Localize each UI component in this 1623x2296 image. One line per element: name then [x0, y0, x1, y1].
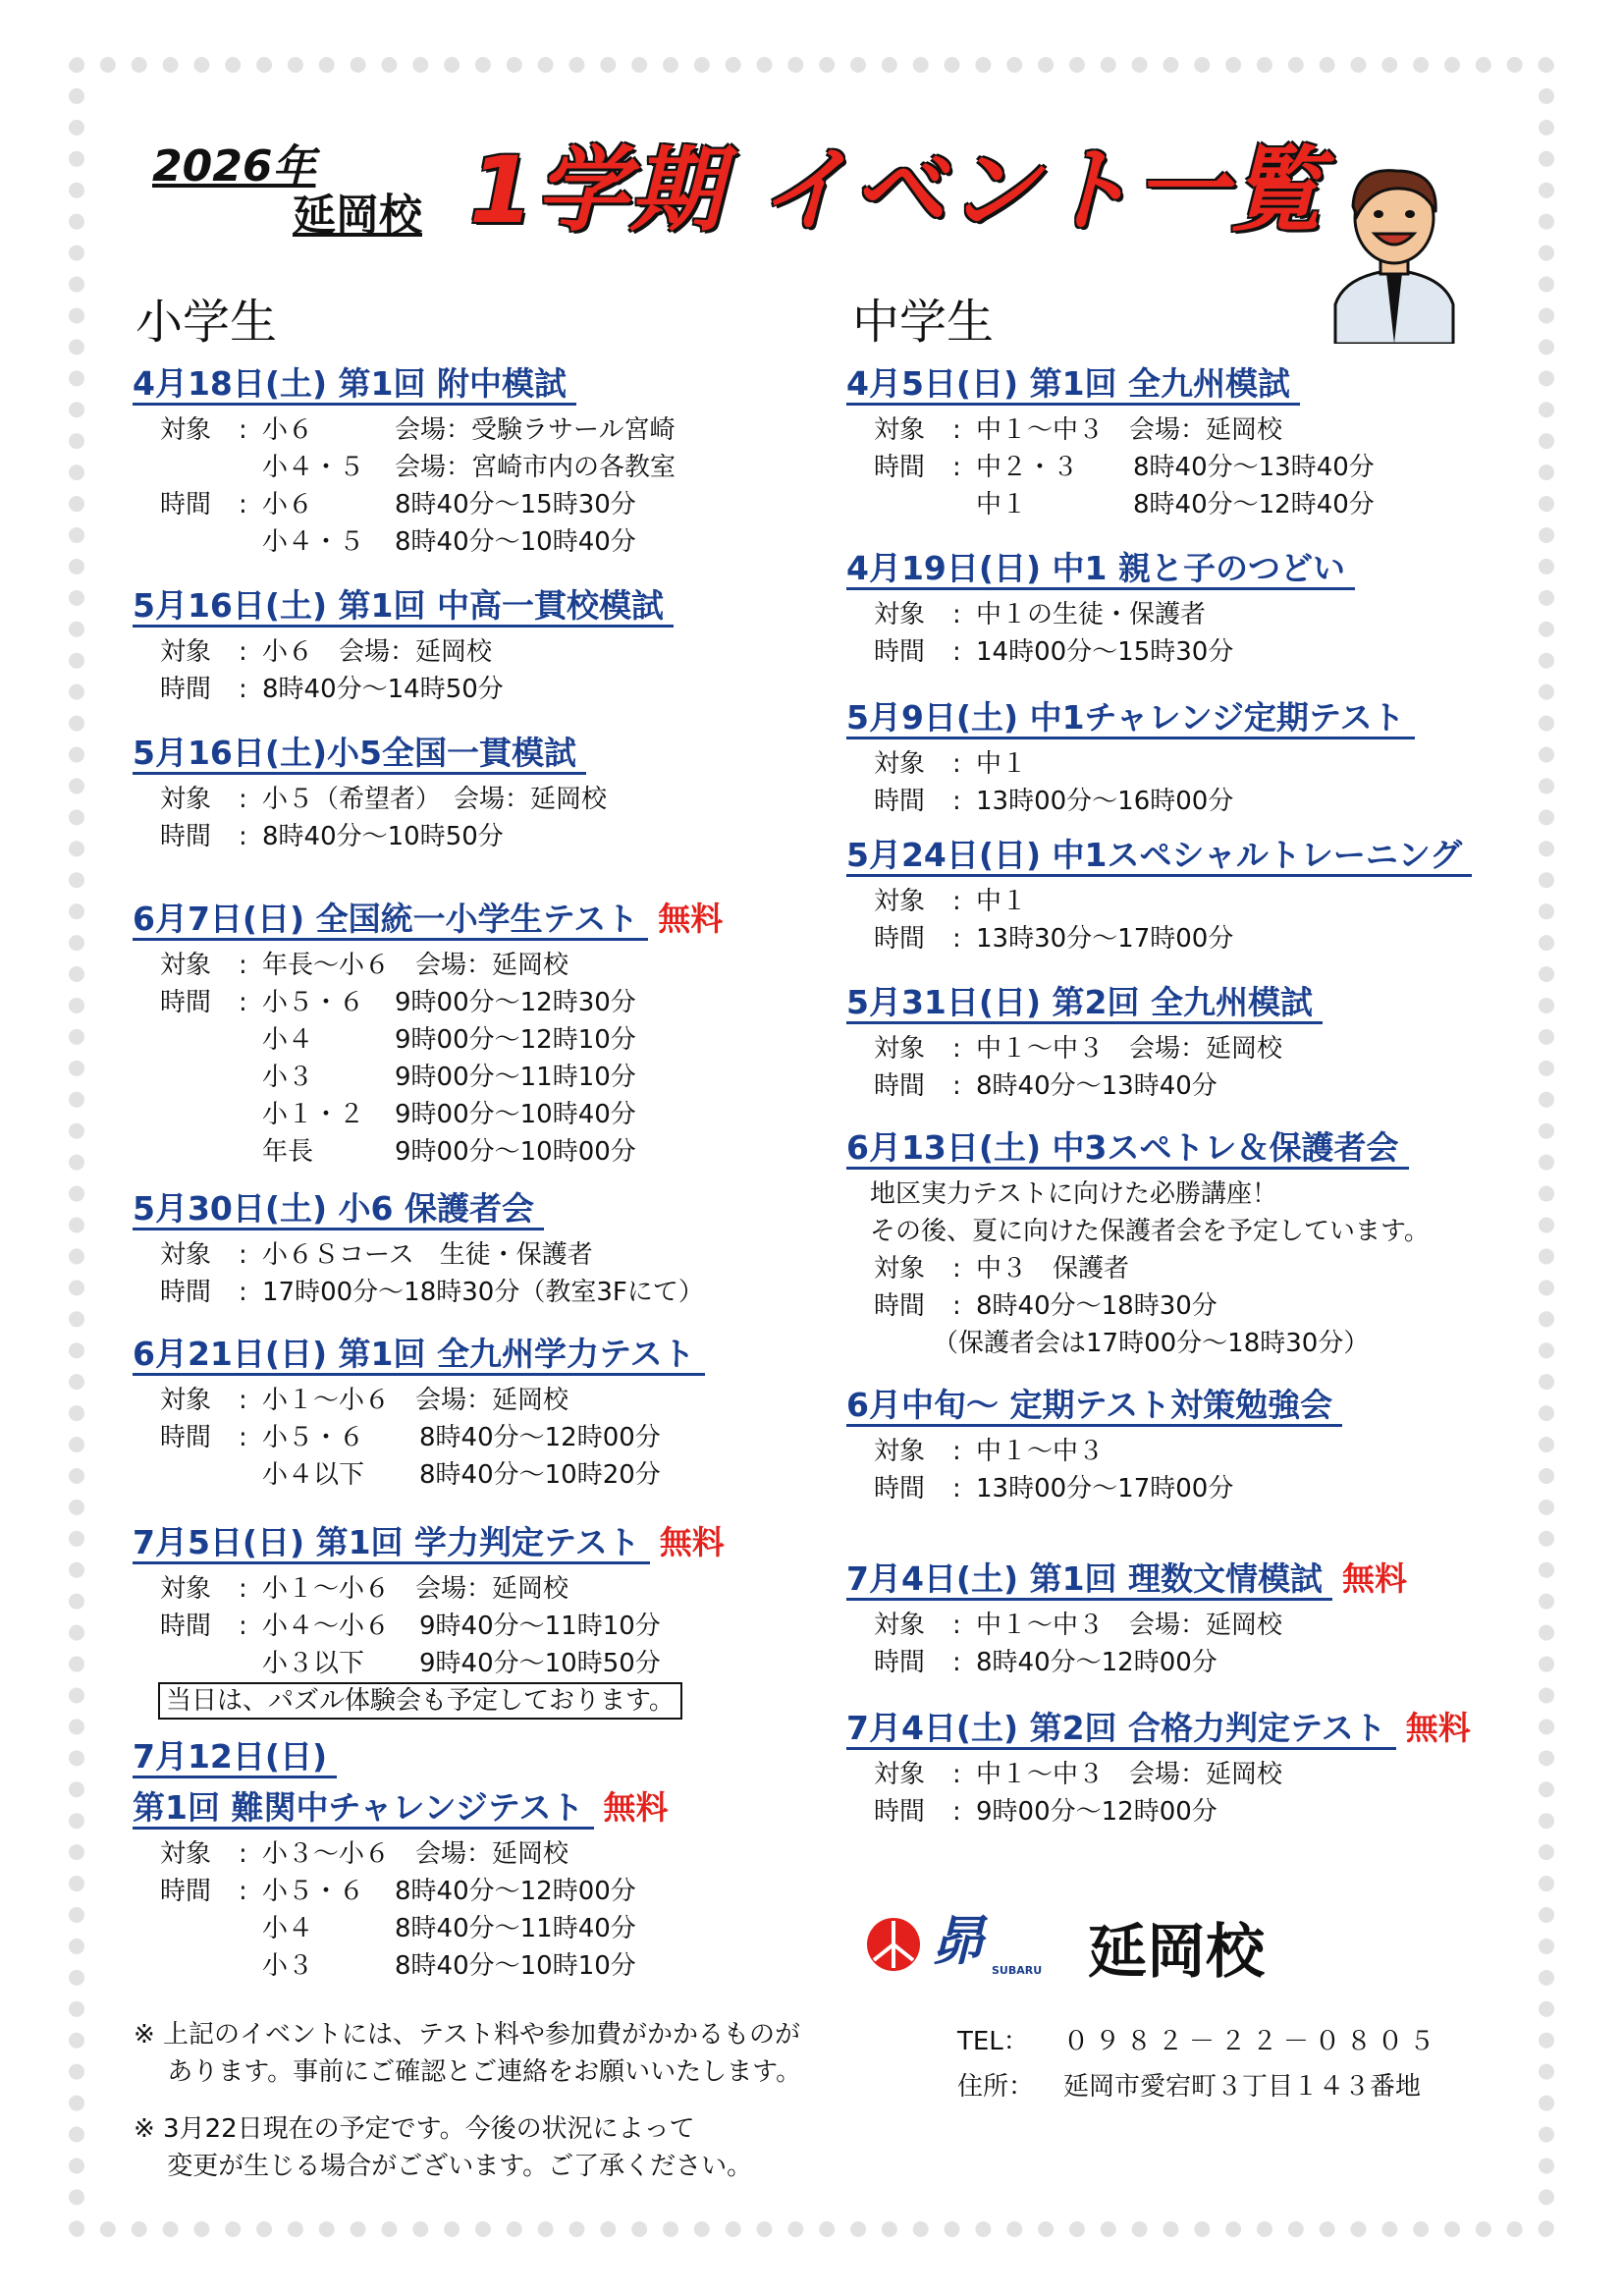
elem-event-5: 5月30日(土) 小6 保護者会 対象 : 小６Ｓコース 生徒・保護者 時間 : 17時00分～18時30分（教室3Fにて） [133, 1189, 704, 1307]
free-badge: 無料 [659, 1523, 725, 1561]
event-title: 6月中旬～ 定期テスト対策勉強会 [846, 1387, 1342, 1427]
elem-event-8: 7月12日(日) 第1回 難関中チャレンジテスト 無料 対象 : 小３～小６ 会場：延岡校 時間 : 小５・６ 8時40分～12時00分 小４ 8時40分～11時40分 小３ 8時40分～10時10分 [133, 1737, 669, 1981]
header-school: 延岡校 [293, 191, 422, 241]
puzzle-note-box: 当日は、パズル体験会も予定しております。 [158, 1682, 682, 1720]
event-title: 4月5日(日) 第1回 全九州模試 [846, 365, 1300, 406]
junior-event-1: 4月5日(日) 第1回 全九州模試 対象 : 中１～中３ 会場：延岡校 時間 : 中２・３ 8時40分～13時40分 中１ 8時40分～12時40分 [846, 364, 1375, 519]
event-title: 4月18日(土) 第1回 附中模試 [133, 365, 576, 406]
elem-event-6: 6月21日(日) 第1回 全九州学力テスト 対象 : 小１～小６ 会場：延岡校 時間 : 小５・６ 8時40分～12時00分 小４以下 8時40分～10時20分 [133, 1336, 705, 1494]
page-title: 1学期 イベント一覧 [469, 137, 1325, 245]
free-badge: 無料 [603, 1787, 669, 1827]
teacher-illustration-icon [1316, 157, 1473, 344]
elementary-heading: 小学生 [135, 295, 278, 350]
elem-event-7: 7月5日(日) 第1回 学力判定テスト 無料 対象 : 小１～小６ 会場：延岡校 時間 : 小４～小６ 9時40分～11時10分 小３以下 9時40分～10時50分 当日は、パズル体験会も予定しております。 [133, 1517, 725, 1720]
contact-tel: TEL： ０９８２－２２－０８０５ [957, 2027, 1441, 2056]
event-intro-line: 地区実力テストに向けた必勝講座！ [870, 1178, 1277, 1209]
event-title: 5月31日(日) 第2回 全九州模試 [846, 984, 1323, 1024]
event-title: 6月13日(土) 中3スペトレ＆保護者会 [846, 1129, 1409, 1170]
event-intro-line: その後、夏に向けた保護者会を予定しています。 [870, 1216, 1430, 1246]
event-title: 7月12日(日) [133, 1738, 337, 1778]
free-badge: 無料 [1342, 1559, 1408, 1598]
event-title: 7月4日(土) 第2回 合格力判定テスト [846, 1710, 1396, 1750]
subaru-emblem-icon [864, 1915, 923, 1974]
event-title: 7月5日(日) 第1回 学力判定テスト [133, 1524, 650, 1564]
junior-heading: 中学生 [852, 295, 995, 350]
free-badge: 無料 [658, 900, 724, 938]
event-title-line2: 第1回 難関中チャレンジテスト [133, 1789, 594, 1830]
junior-event-2: 4月19日(日) 中1 親と子のつどい 対象 : 中１の生徒・保護者 時間 : 14時00分～15時30分 [846, 550, 1355, 671]
note-fees-line2: あります。事前にご確認とご連絡をお願いいたします。 [134, 2057, 802, 2087]
free-badge: 無料 [1405, 1709, 1471, 1747]
note-fees-line1: ※ 上記のイベントには、テスト料や参加費がかかるものが [134, 2020, 801, 2050]
junior-event-9: 7月4日(土) 第2回 合格力判定テスト 無料 対象 : 中１～中３ 会場：延岡校 時間 : 9時00分～12時00分 [846, 1709, 1471, 1827]
elem-event-3: 5月16日(土)小5全国一貫模試 対象 : 小５（希望者） 会場：延岡校 時間 : 8時40分～10時50分 [133, 734, 608, 851]
junior-event-3: 5月9日(土) 中1チャレンジ定期テスト 対象 : 中１ 時間 : 13時00分～16時00分 [846, 699, 1415, 820]
event-title: 4月19日(日) 中1 親と子のつどい [846, 550, 1355, 590]
event-title: 5月24日(日) 中1スペシャルトレーニング [846, 837, 1472, 877]
junior-event-4: 5月24日(日) 中1スペシャルトレーニング 対象 : 中１ 時間 : 13時30分～17時00分 [846, 837, 1472, 957]
elem-event-2: 5月16日(土) 第1回 中高一貫校模試 対象 : 小６ 会場：延岡校 時間 : 8時40分～14時50分 [133, 587, 674, 708]
event-title: 6月7日(日) 全国統一小学生テスト [133, 901, 648, 941]
event-title: 6月21日(日) 第1回 全九州学力テスト [133, 1336, 705, 1376]
junior-event-8: 7月4日(土) 第1回 理数文情模試 無料 対象 : 中１～中３ 会場：延岡校 時間 : 8時40分～12時00分 [846, 1559, 1408, 1677]
junior-event-6: 6月13日(土) 中3スペトレ＆保護者会 地区実力テストに向けた必勝講座！ その後、夏に向けた保護者会を予定しています。 対象 : 中３ 保護者 時間 : 8時40分～18時30分 （保護者会は17時00分～18時30分） [846, 1129, 1430, 1362]
event-title: 5月16日(土)小5全国一貫模試 [133, 735, 586, 775]
junior-event-7: 6月中旬～ 定期テスト対策勉強会 対象 : 中１～中３ 時間 : 13時00分～17時00分 [846, 1387, 1342, 1507]
elem-event-1: 4月18日(土) 第1回 附中模試 対象 : 小６ 会場：受験ラサール宮崎 小４・５ 会場：宮崎市内の各教室 時間 : 小６ 8時40分～15時30分 小４・５ 8時40分～10時40分 [133, 364, 676, 557]
junior-event-5: 5月31日(日) 第2回 全九州模試 対象 : 中１～中３ 会場：延岡校 時間 : 8時40分～13時40分 [846, 984, 1323, 1105]
event-title: 5月16日(土) 第1回 中高一貫校模試 [133, 587, 674, 628]
contact-address: 住所： 延岡市愛宕町３丁目１４３番地 [957, 2072, 1422, 2102]
note-schedule-line2: 変更が生じる場合がございます。ご了承ください。 [134, 2152, 753, 2181]
school-name: 延岡校 [1088, 1918, 1265, 1987]
note-schedule-line1: ※ 3月22日現在の予定です。今後の状況によって [134, 2114, 695, 2144]
event-title: 7月4日(土) 第1回 理数文情模試 [846, 1560, 1332, 1601]
parents-meeting-time: （保護者会は17時00分～18時30分） [933, 1328, 1370, 1358]
brand-logo-text: 昴 [931, 1910, 984, 1972]
brand-logo-sub: SUBARU [992, 1964, 1043, 1977]
header-year: 2026年 [152, 141, 316, 191]
event-title: 5月9日(土) 中1チャレンジ定期テスト [846, 699, 1415, 739]
event-title: 5月30日(土) 小6 保護者会 [133, 1190, 544, 1230]
elem-event-4: 6月7日(日) 全国統一小学生テスト 無料 対象 : 年長～小６ 会場：延岡校 時間 : 小５・６ 9時00分～12時30分 小４ 9時00分～12時10分 小３ 9時00分～11時10分 小１・２ 9時00分～10時40分 年長 9時00分～10時00分 [133, 900, 724, 1167]
